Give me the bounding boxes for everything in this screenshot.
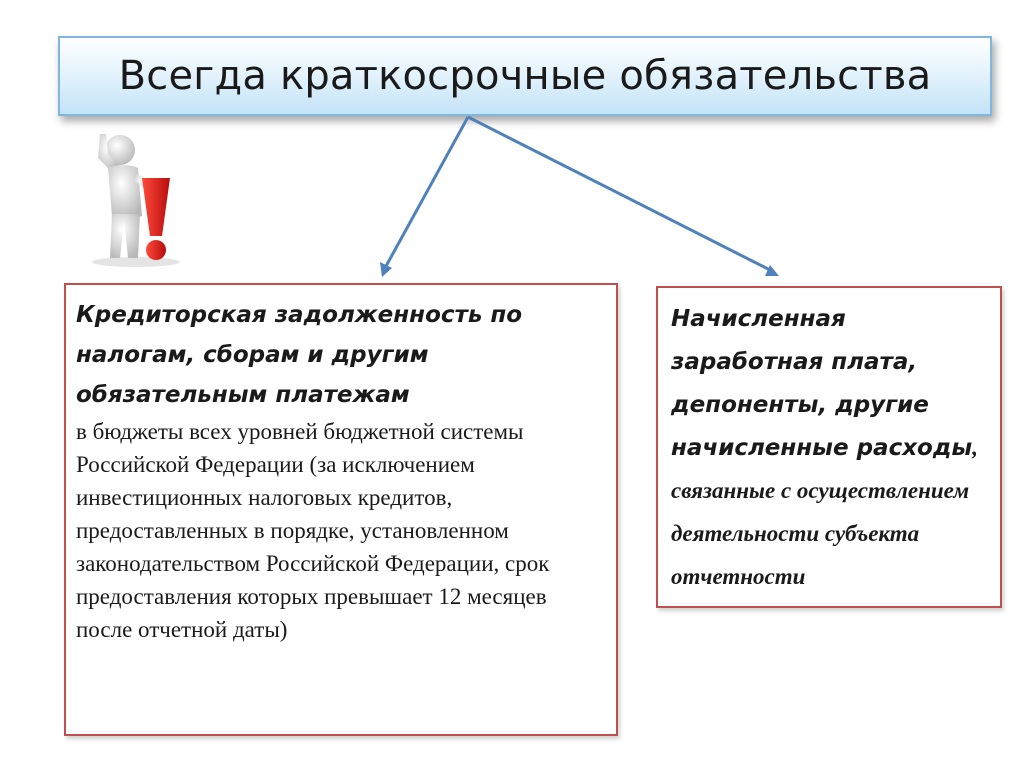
left-box bbox=[64, 283, 618, 736]
right-box-body: , связанные с осуществлением деятельности субъекта отчетности bbox=[671, 435, 978, 589]
right-box bbox=[656, 286, 1002, 608]
arrow-to-right-box bbox=[468, 117, 770, 270]
left-box-body: в бюджеты всех уровней бюджетной системы Российской Федерации (за исключением инвестиционных налоговых кредитов, предоставленных в порядке, установленном законодательством Российской Федерации, срок предоставления которых превышает 12 месяцев после отчетной даты) bbox=[76, 419, 550, 642]
right-box-heading: Начисленная заработная плата, депоненты, другие начисленные расходы bbox=[671, 306, 973, 461]
right-box-text bbox=[671, 298, 990, 599]
left-box-heading: Кредиторская задолженность по налогам, сборам и другим обязательным платежам bbox=[76, 302, 523, 408]
arrowhead-right-icon bbox=[765, 265, 779, 276]
title: Всегда краткосрочные обязательства bbox=[118, 53, 932, 99]
arrow-to-left-box bbox=[385, 117, 468, 268]
person-with-exclamation-icon bbox=[72, 128, 202, 268]
